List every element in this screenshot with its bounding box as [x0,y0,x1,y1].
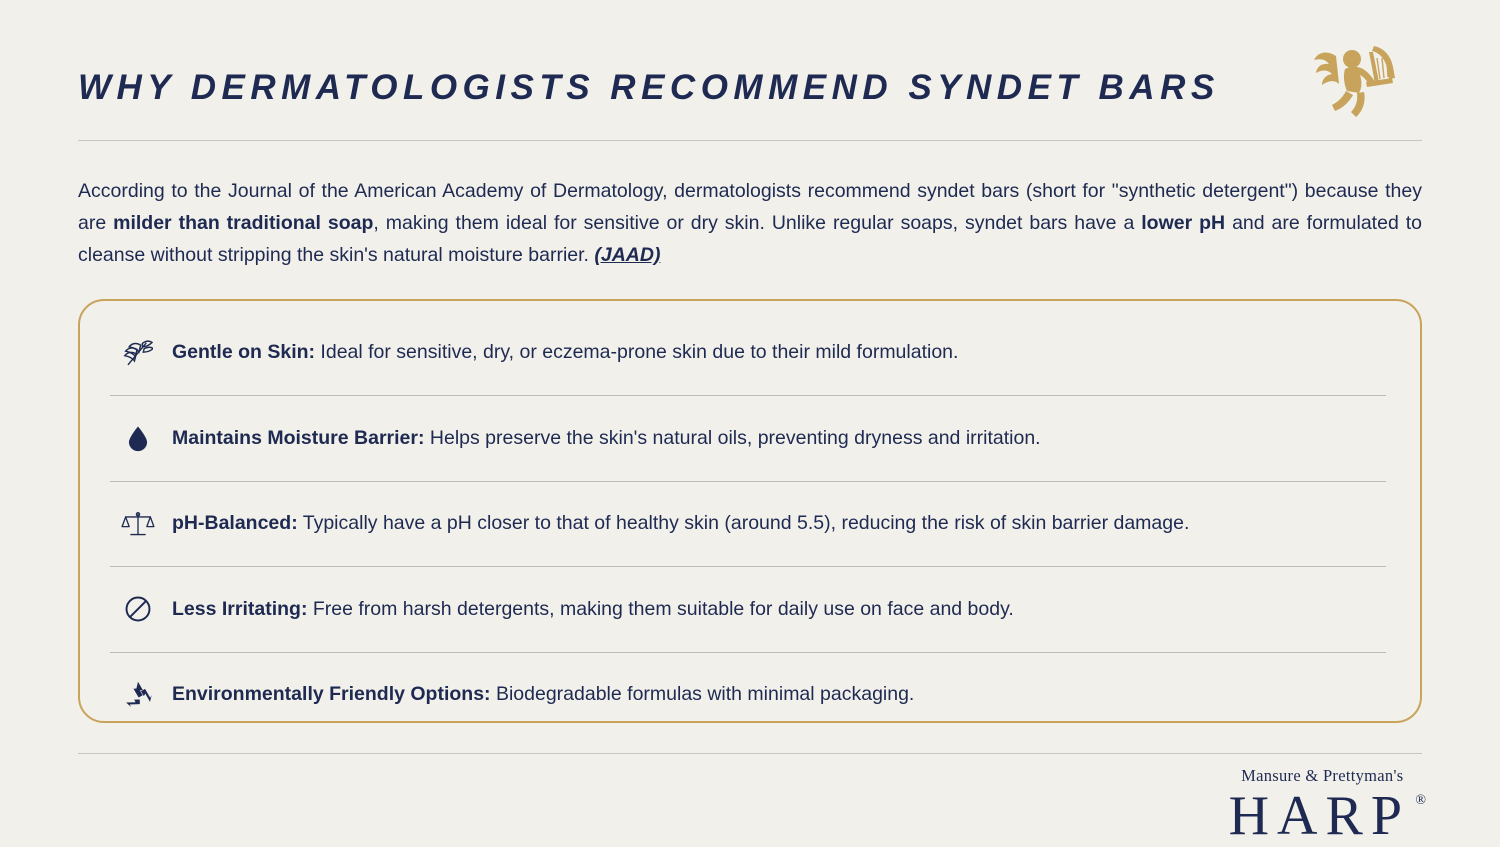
brand-name: HARP [1228,784,1410,847]
brand-lockup [1228,765,1426,847]
benefits-card [78,299,1422,723]
intro-bold-milder: milder than traditional soap [113,212,374,235]
bullet-text [162,425,1041,452]
brand-tagline: Mansure & Prettyman's [1241,765,1404,785]
bullet-label: Gentle on Skin: [172,341,316,364]
bullet-label: Maintains Moisture Barrier: [172,426,425,449]
bullet-text [162,681,914,708]
cherub-with-harp-icon [1312,38,1404,124]
bullet-description: Helps preserve the skin's natural oils, preventing dryness and irritation. [424,426,1041,449]
brand-wordmark [1228,784,1426,847]
balance-scale-icon [114,509,162,539]
intro-text-part1: According to the Journal of the American Academy of Dermatology, dermatologists recommend syndet bars (short for "synthetic detergent") because they are [78,180,1422,235]
bullet-text [162,596,1014,623]
header [78,0,1422,124]
bullet-description: Ideal for sensitive, dry, or eczema-prone skin due to their mild formulation. [315,341,959,364]
intro-paragraph [78,175,1422,272]
list-item [110,396,1386,482]
bullet-label: pH-Balanced: [172,512,298,535]
recycle-icon [114,680,162,710]
list-item [110,653,1386,738]
footer [78,754,1426,847]
water-drop-icon [114,424,162,452]
no-entry-icon [114,594,162,624]
bullet-description: Free from harsh detergents, making them suitable for daily use on face and body. [307,597,1014,620]
intro-bold-lower-ph: lower pH [1141,212,1226,235]
bullet-label: Environmentally Friendly Options: [172,683,491,706]
registered-mark: ® [1415,792,1426,808]
intro-text-part2: , making them ideal for sensitive or dry skin. Unlike regular soaps, syndet bars have a [373,212,1142,235]
bullet-description: Biodegradable formulas with minimal packaging. [490,683,915,706]
list-item [110,567,1386,653]
bullet-label: Less Irritating: [172,597,308,620]
leaf-icon [114,338,162,368]
source-link-jaad[interactable]: (JAAD) [594,244,661,267]
list-item [110,482,1386,568]
bullet-description: Typically have a pH closer to that of healthy skin (around 5.5), reducing the risk of skin barrier damage. [297,512,1190,535]
header-divider [78,140,1422,141]
intro-text-part3: and are formulated to cleanse without stripping the skin's natural moisture barrier. [78,212,1422,267]
benefits-list [110,311,1386,738]
page-title: WHY DERMATOLOGISTS RECOMMEND SYNDET BARS [78,67,1220,107]
list-item [110,311,1386,397]
bullet-text [162,510,1189,537]
bullet-text [162,339,958,366]
